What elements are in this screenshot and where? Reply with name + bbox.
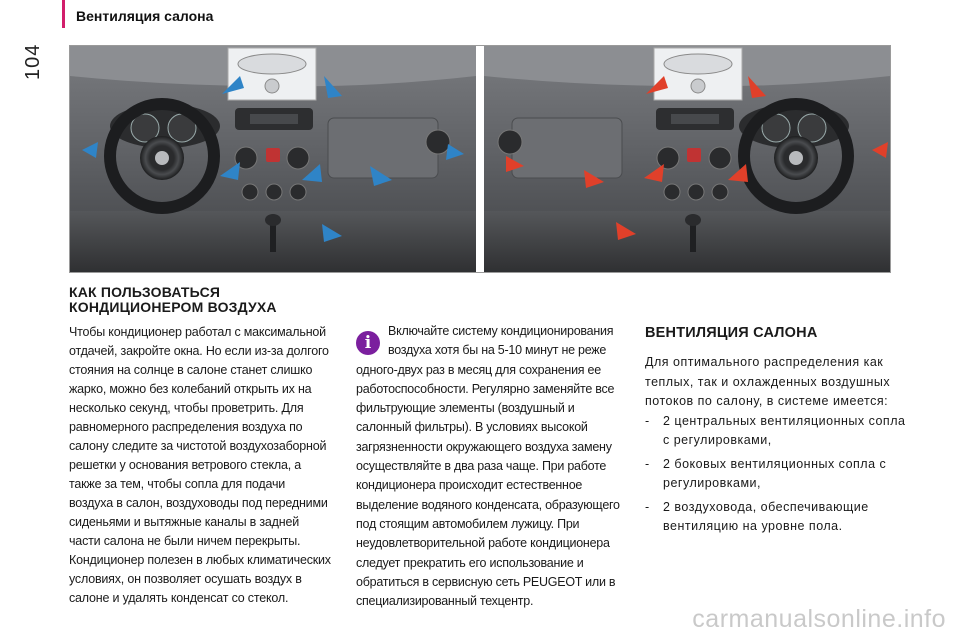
ventilation-intro: Для оптимального распределения как теплых, так и охлажденных воздушных потоков по салону, в системе имеется:: [645, 355, 891, 408]
header-accent-bar: [62, 0, 65, 28]
column-info-note: [356, 322, 628, 611]
info-note-text: одного-двух раз в месяц для сохранения ее работоспособности. Регулярно заменяйте все фильтрующие элементы (воздушный и салонный фильтры). В условиях высокой загрязненности окружающего воздуха замену осуществляйте в два раза чаще. При работе кондиционера происходит естественное выделение водяного конденсата, образующего под стоящим автомобилем лужицу. При неудовлетворительной работе кондиционера следует прекратить его использование и обратиться в сервисную сеть PEUGEOT или в специализированный техцентр.: [356, 362, 620, 609]
list-dash: -: [645, 456, 650, 471]
column-aircon-usage: [69, 285, 331, 608]
dashboard-left-view: [70, 46, 476, 272]
aircon-usage-text: Чтобы кондиционер работал с максимальной отдачей, закройте окна. Но если из-за долгого стояния на солнце в салоне станет слишко жарко, можно без колебаний открыть их на несколько секунд, чтобы проветрить. Для равномерного распределения воздуха по салону следите за чистотой воздухозаборной решетки у основания ветрового стекла, а также за тем, чтобы сопла для подачи воздуха в салон, воздуховоды под передними сиденьями и вытяжные каналы в задней части салона не были ничем перекрыты. Кондиционер полезен в любых климатических условиях, он позволяет осушать воздух в салоне и удалять конденсат со стекол.: [69, 325, 331, 605]
info-note-first-line: Включайте систему кондиционирования воздуха хотя бы на 5-10 минут не реже: [388, 324, 614, 358]
list-item: [645, 498, 910, 537]
list-item-text: 2 боковых вентиляционных сопла с регулировками,: [663, 456, 887, 490]
section-heading-cabin-ventilation: ВЕНТИЛЯЦИЯ САЛОНА: [645, 325, 818, 341]
list-item-text: 2 центральных вентиляционных сопла с регулировками,: [663, 413, 906, 447]
column-cabin-ventilation: [645, 326, 910, 541]
list-item-text: 2 воздуховода, обеспечивающие вентиляцию на уровне пола.: [663, 499, 869, 533]
dashboard-right-view: [484, 46, 890, 272]
info-note-header: [356, 322, 628, 361]
watermark: carmanualsonline.info: [692, 605, 946, 633]
list-dash: -: [645, 499, 650, 514]
ventilation-list: [645, 412, 910, 537]
info-icon: i: [356, 331, 380, 355]
list-dash: -: [645, 413, 650, 428]
dashboard-illustration: [69, 45, 891, 273]
page-number: 104: [22, 43, 44, 80]
heading-line-2: КОНДИЦИОНЕРОМ ВОЗДУХА: [69, 299, 277, 315]
section-heading-aircon-usage: [69, 285, 331, 315]
page-header-title: Вентиляция салона: [76, 8, 214, 24]
list-item: [645, 455, 910, 494]
heading-line-1: КАК ПОЛЬЗОВАТЬСЯ: [69, 284, 221, 300]
list-item: [645, 412, 910, 451]
